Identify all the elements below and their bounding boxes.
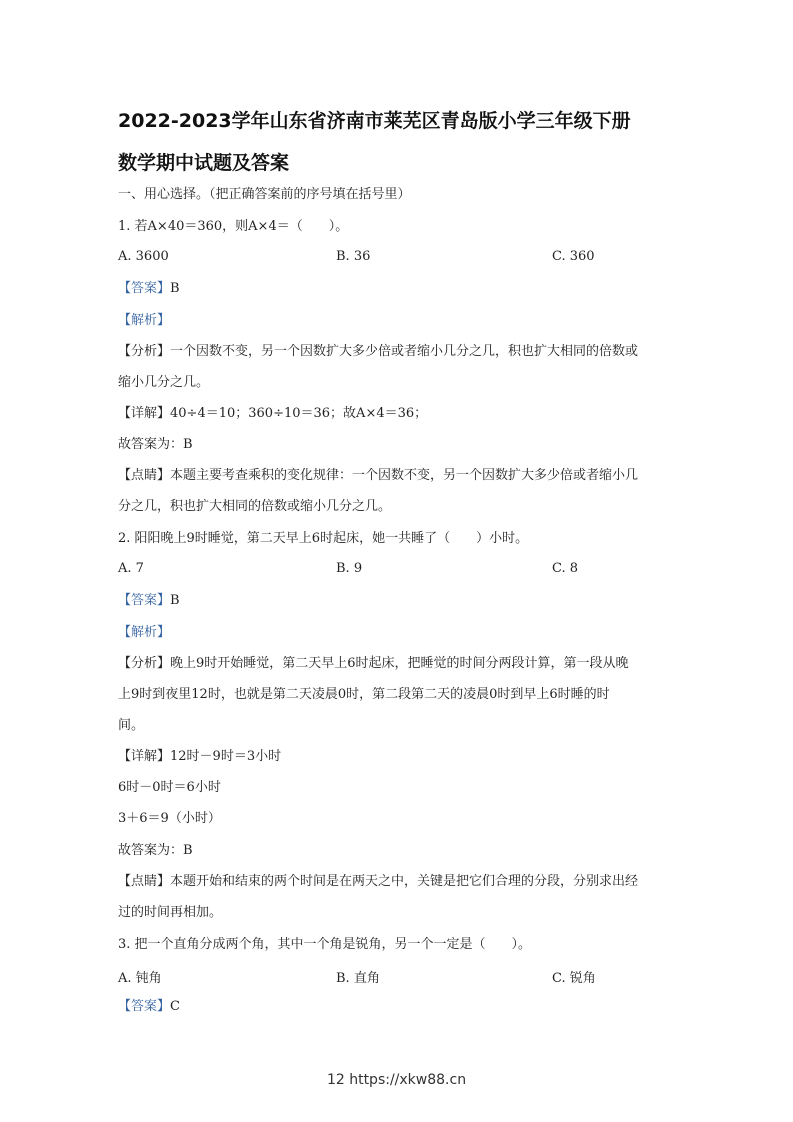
q2-dianjing-line-2: 过的时间再相加。 (118, 905, 223, 920)
q2-dianjing-line-1 (118, 873, 688, 891)
q2-final-answer: 故答案为：B (118, 843, 193, 858)
fenxi-tag: 【分析】 (118, 656, 171, 671)
page-footer: 12 https://xkw88.cn (326, 1072, 467, 1088)
jiexi-tag: 【解析】 (118, 313, 171, 328)
q3-stem: 3. 把一个直角分成两个角，其中一个角是锐角，另一个一定是（ ）。 (118, 937, 532, 952)
q1-option-b: B. 36 (336, 249, 371, 264)
q1-option-c: C. 360 (552, 249, 595, 264)
q1-option-a: A. 3600 (118, 249, 169, 264)
q1-stem: 1. 若A×40＝360，则A×4＝（ ）。 (118, 219, 349, 234)
q1-jiexi (118, 312, 688, 330)
q2-answer-value: B (170, 593, 180, 608)
q3-option-c: C. 锐角 (552, 971, 596, 986)
q3-option-b: B. 直角 (336, 971, 380, 986)
q1-xiangjie (118, 405, 688, 423)
q1-dianjing-text: 本题主要考查乘积的变化规律：一个因数不变，另一个因数扩大多少倍或者缩小几 (170, 468, 639, 483)
q2-jiexi (118, 624, 688, 642)
q2-option-a: A. 7 (118, 561, 144, 576)
q1-answer-value: B (170, 281, 180, 296)
fenxi-tag: 【分析】 (118, 344, 171, 359)
q2-xiangjie-line-1 (118, 748, 688, 766)
q3-answer (118, 998, 688, 1016)
q2-fenxi-line-3: 间。 (118, 718, 145, 733)
q2-fenxi-text: 晚上9时开始睡觉，第二天早上6时起床，把睡觉的时间分两段计算，第一段从晚 (170, 656, 629, 671)
section-heading: 一、用心选择。（把正确答案前的序号填在括号里） (118, 187, 411, 202)
q1-dianjing-line-1 (118, 467, 688, 485)
dianjing-tag: 【点睛】 (118, 468, 171, 483)
q2-option-b: B. 9 (336, 561, 363, 576)
answer-tag: 【答案】 (118, 999, 171, 1014)
q1-fenxi-line-1 (118, 343, 688, 361)
q2-dianjing-text: 本题开始和结束的两个时间是在两天之中，关键是把它们合理的分段，分别求出经 (170, 874, 639, 889)
q2-xiangjie-line-3: 3＋6＝9（小时） (118, 811, 221, 826)
jiexi-tag: 【解析】 (118, 625, 171, 640)
q2-stem: 2. 阳阳晚上9时睡觉，第二天早上6时起床，她一共睡了（ ）小时。 (118, 531, 529, 546)
q3-answer-value: C (170, 999, 180, 1014)
q1-xiangjie-text: 40÷4＝10；360÷10＝36；故A×4＝36； (170, 406, 428, 421)
q2-fenxi-line-2: 上9时到夜里12时，也就是第二天凌晨0时，第二段第二天的凌晨0时到早上6时睡的时 (118, 687, 610, 702)
q1-fenxi-line-2: 缩小几分之几。 (118, 375, 210, 390)
q3-option-a: A. 钝角 (118, 971, 162, 986)
q1-dianjing-line-2: 分之几，积也扩大相同的倍数或缩小几分之几。 (118, 499, 392, 514)
q3-options (118, 967, 678, 985)
xiangjie-tag: 【详解】 (118, 406, 171, 421)
q2-xiangjie-text: 12时－9时＝3小时 (170, 749, 282, 764)
q2-option-c: C. 8 (552, 561, 579, 576)
dianjing-tag: 【点睛】 (118, 874, 171, 889)
q1-fenxi-text: 一个因数不变，另一个因数扩大多少倍或者缩小几分之几，积也扩大相同的倍数或 (170, 344, 639, 359)
q1-answer (118, 280, 688, 298)
xiangjie-tag: 【详解】 (118, 749, 171, 764)
q1-final-answer: 故答案为：B (118, 437, 193, 452)
q2-answer (118, 592, 688, 610)
document-title-line-2: 数学期中试题及答案 (118, 152, 290, 174)
q2-options (118, 561, 678, 579)
q2-fenxi-line-1 (118, 655, 688, 673)
answer-tag: 【答案】 (118, 281, 171, 296)
q1-options (118, 249, 678, 267)
q2-xiangjie-line-2: 6时－0时＝6小时 (118, 780, 221, 795)
document-title-line-1: 2022-2023学年山东省济南市莱芜区青岛版小学三年级下册 (118, 110, 631, 132)
answer-tag: 【答案】 (118, 593, 171, 608)
